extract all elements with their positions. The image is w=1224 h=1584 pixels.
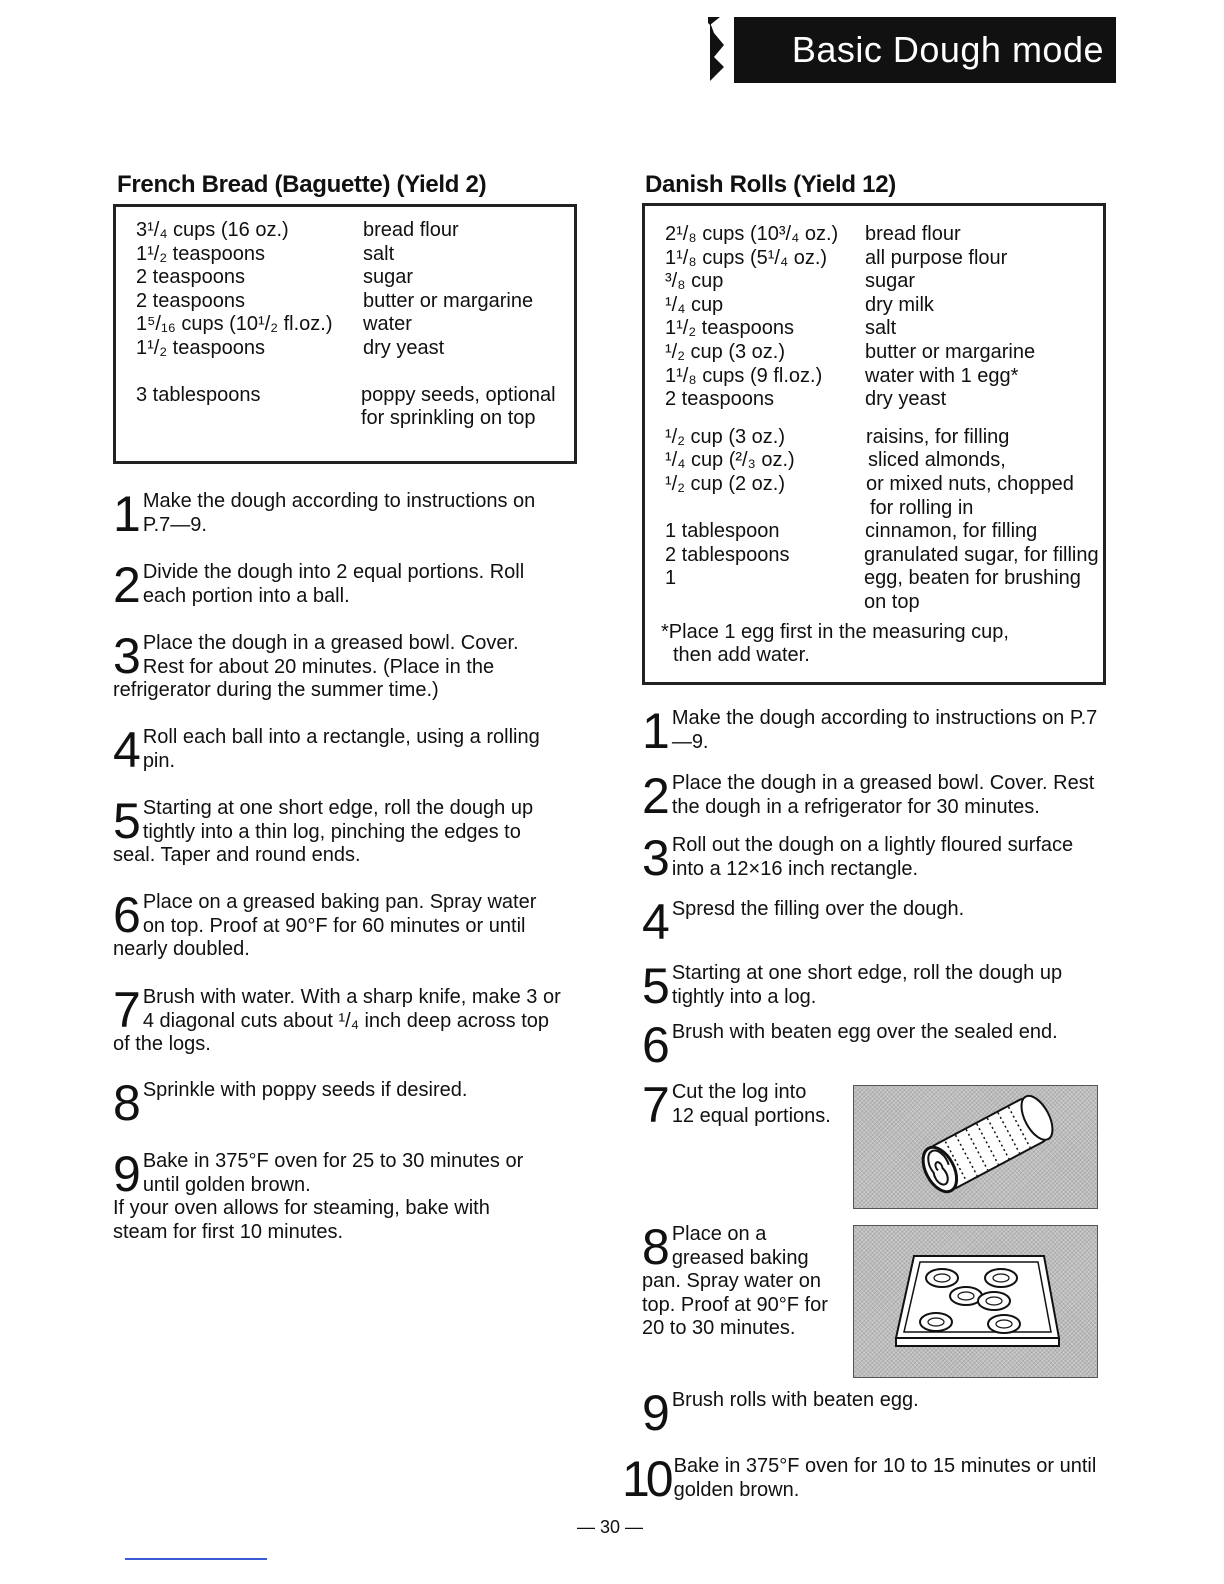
french-step-9: 9 Bake in 375°F oven for 25 to 30 minutes or until golden brown.	[113, 1146, 524, 1202]
danish-step-7: 7 Cut the log into 12 equal portions.	[642, 1077, 831, 1133]
ingredient-row: 1 egg, beaten for brushing	[665, 567, 1081, 590]
french-step-8: 8 Sprinkle with poppy seeds if desired.	[113, 1075, 468, 1131]
danish-step-8: 8 Place on a greased baking pan. Spray water on top. Proof at 90°F for 20 to 30 minutes.	[642, 1219, 828, 1340]
ingredient-row: 1¹/₂ teaspoons salt	[136, 242, 395, 265]
rolled-log-illustration	[853, 1085, 1098, 1209]
french-step-6: 6 Place on a greased baking pan. Spray water on top. Proof at 90°F for 60 minutes or until nearly doubled.	[113, 887, 537, 961]
danish-ingredient-box	[642, 203, 1106, 685]
ingredient-row: 1⁵/₁₆ cups (10¹/₂ fl.oz.) water	[136, 313, 412, 336]
page-number: — 30 —	[577, 1517, 644, 1537]
footnote: then add water.	[673, 644, 810, 667]
ingredient-row: ³/₈ cup sugar	[665, 270, 916, 293]
ingredient-row: 3 tablespoons poppy seeds, optional	[136, 383, 556, 406]
ingredient-row: 2 tablespoons granulated sugar, for filling	[665, 543, 1099, 566]
ingredient-row: 1 tablespoon cinnamon, for filling	[665, 520, 1038, 543]
ingredient-row: 1¹/₂ teaspoons dry yeast	[136, 336, 445, 359]
dough-log-icon	[854, 1086, 1099, 1210]
danish-step-6: 6 Brush with beaten egg over the sealed end.	[642, 1017, 1058, 1073]
french-step-7: 7 Brush with water. With a sharp knife, make 3 or 4 diagonal cuts about ¹/₄ inch deep across top of the logs.	[113, 982, 561, 1056]
ingredient-row: ¹/₄ cup dry milk	[665, 293, 934, 316]
ingredient-row: on top	[864, 590, 920, 613]
ingredient-row: 1¹/₈ cups (5¹/₄ oz.) all purpose flour	[665, 246, 1008, 269]
ingredient-row: ¹/₂ cup (3 oz.) raisins, for filling	[665, 425, 1010, 448]
ingredient-row: 1¹/₂ teaspoons salt	[665, 317, 897, 340]
baking-pan-illustration	[853, 1225, 1098, 1378]
french-step-4: 4 Roll each ball into a rectangle, using a rolling pin.	[113, 722, 540, 778]
french-bread-title: French Bread (Baguette) (Yield 2)	[117, 171, 487, 198]
danish-rolls-title: Danish Rolls (Yield 12)	[645, 171, 896, 198]
danish-step-4: 4 Spresd the filling over the dough.	[642, 894, 965, 950]
footer-divider	[125, 1558, 267, 1560]
french-step-5: 5 Starting at one short edge, roll the dough up tightly into a thin log, pinching the edges to seal. Taper and round ends.	[113, 793, 534, 867]
danish-step-10: 10 Bake in 375°F oven for 10 to 15 minutes or until golden brown.	[622, 1451, 1097, 1507]
ingredient-row: ¹/₂ cup (3 oz.) butter or margarine	[665, 340, 1036, 363]
french-step-1: 1 Make the dough according to instructions on P.7—9.	[113, 486, 536, 542]
french-note: If your oven allows for steaming, bake with steam for first 10 minutes.	[113, 1197, 490, 1243]
banner-notch-icon	[708, 17, 734, 83]
ingredient-row: ¹/₂ cup (2 oz.) or mixed nuts, chopped	[665, 472, 1074, 495]
ingredient-row: 2 teaspoons dry yeast	[665, 388, 947, 411]
danish-step-2: 2 Place the dough in a greased bowl. Cover. Rest the dough in a refrigerator for 30 minutes.	[642, 768, 1095, 824]
french-step-2: 2 Divide the dough into 2 equal portions. Roll each portion into a ball.	[113, 557, 525, 613]
ingredient-row: 2¹/₈ cups (10³/₄ oz.) bread flour	[665, 223, 961, 245]
ingredient-row: 3¹/₄ cups (16 oz.) bread flour	[136, 219, 459, 241]
danish-step-9: 9 Brush rolls with beaten egg.	[642, 1385, 919, 1441]
footnote: *Place 1 egg first in the measuring cup,	[661, 620, 1009, 643]
danish-step-5: 5 Starting at one short edge, roll the dough up tightly into a log.	[642, 958, 1063, 1014]
ingredient-row: for sprinkling on top	[361, 407, 536, 430]
french-step-3: 3 Place the dough in a greased bowl. Cover. Rest for about 20 minutes. (Place in the refrigerator during the summer time.)	[113, 628, 519, 702]
page-title: Basic Dough mode	[791, 29, 1104, 70]
danish-step-3: 3 Roll out the dough on a lightly floured surface into a 12×16 inch rectangle.	[642, 830, 1074, 886]
ingredient-row: for rolling in	[870, 496, 974, 519]
french-ingredient-box	[113, 204, 577, 464]
ingredient-row: 2 teaspoons sugar	[136, 266, 414, 289]
ingredient-row: 1¹/₈ cups (9 fl.oz.) water with 1 egg*	[665, 364, 1019, 387]
header-banner	[710, 17, 1116, 83]
baking-pan-icon	[854, 1226, 1099, 1379]
ingredient-row: 2 teaspoons butter or margarine	[136, 289, 534, 312]
ingredient-row: ¹/₄ cup (²/₃ oz.) sliced almonds,	[665, 449, 1006, 472]
danish-step-1: 1 Make the dough according to instructions on P.7—9.	[642, 703, 1098, 759]
